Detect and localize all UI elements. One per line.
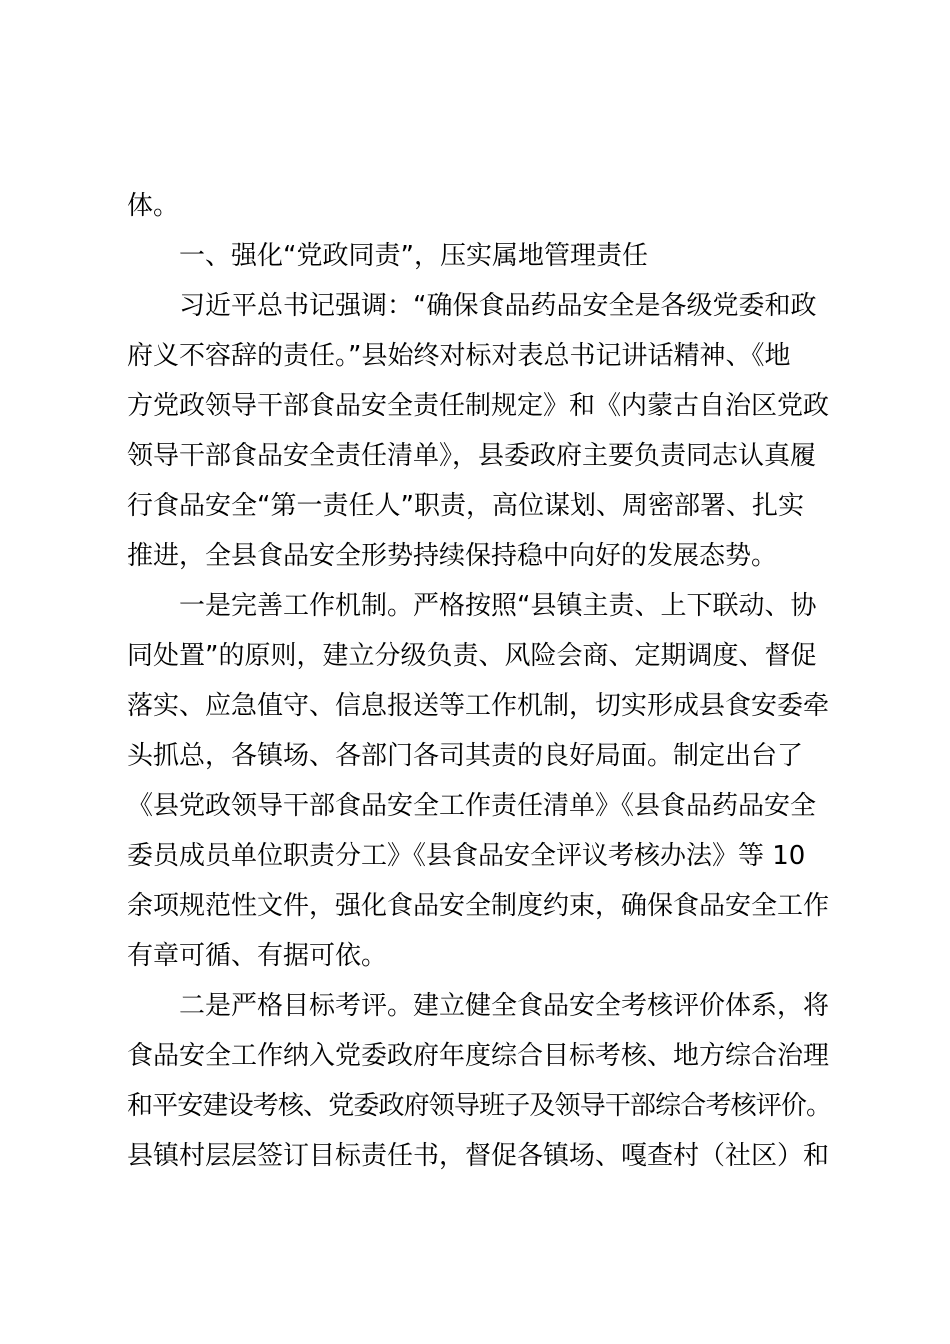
text-line: 体。 (127, 191, 180, 221)
text-line: 食品安全工作纳入党委政府年度综合目标考核、地方综合治理 (127, 1041, 830, 1071)
text-line: 同处置”的原则，建立分级负责、风险会商、定期调度、督促 (127, 641, 817, 671)
text-line: 《县党政领导干部食品安全工作责任清单》《县食品药品安全 (127, 791, 817, 821)
text-line: 方党政领导干部食品安全责任制规定》和《内蒙古自治区党政 (127, 391, 830, 421)
text-line: 习近平总书记强调：“确保食品药品安全是各级党委和政 (179, 291, 817, 321)
text-line: 推进，全县食品安全形势持续保持稳中向好的发展态势。 (127, 541, 778, 571)
text-line: 有章可循、有据可依。 (127, 941, 388, 971)
text-line: 余项规范性文件，强化食品安全制度约束，确保食品安全工作 (127, 891, 830, 921)
text-line: 领导干部食品安全责任清单》，县委政府主要负责同志认真履 (127, 441, 817, 471)
text-line: 头抓总，各镇场、各部门各司其责的良好局面。制定出台了 (127, 741, 804, 771)
section-heading: 一、强化“党政同责”，压实属地管理责任 (179, 241, 648, 271)
text-line: 和平安建设考核、党委政府领导班子及领导干部综合考核评价。 (127, 1091, 832, 1121)
text-line: 行食品安全“第一责任人”职责，高位谋划、周密部署、扎实 (127, 491, 804, 521)
text-line: 府义不容辞的责任。”县始终对标对表总书记讲话精神、《地 (127, 341, 791, 371)
text-line: 二是严格目标考评。建立健全食品安全考核评价体系，将 (179, 991, 830, 1021)
text-line: 落实、应急值守、信息报送等工作机制，切实形成县食安委牵 (127, 691, 830, 721)
text-line: 县镇村层层签订目标责任书，督促各镇场、嘎查村（社区）和 (127, 1141, 830, 1171)
text-line: 委员成员单位职责分工》《县食品安全评议考核办法》等 10 (127, 841, 806, 871)
text-line: 一是完善工作机制。严格按照“县镇主责、上下联动、协 (179, 591, 817, 621)
